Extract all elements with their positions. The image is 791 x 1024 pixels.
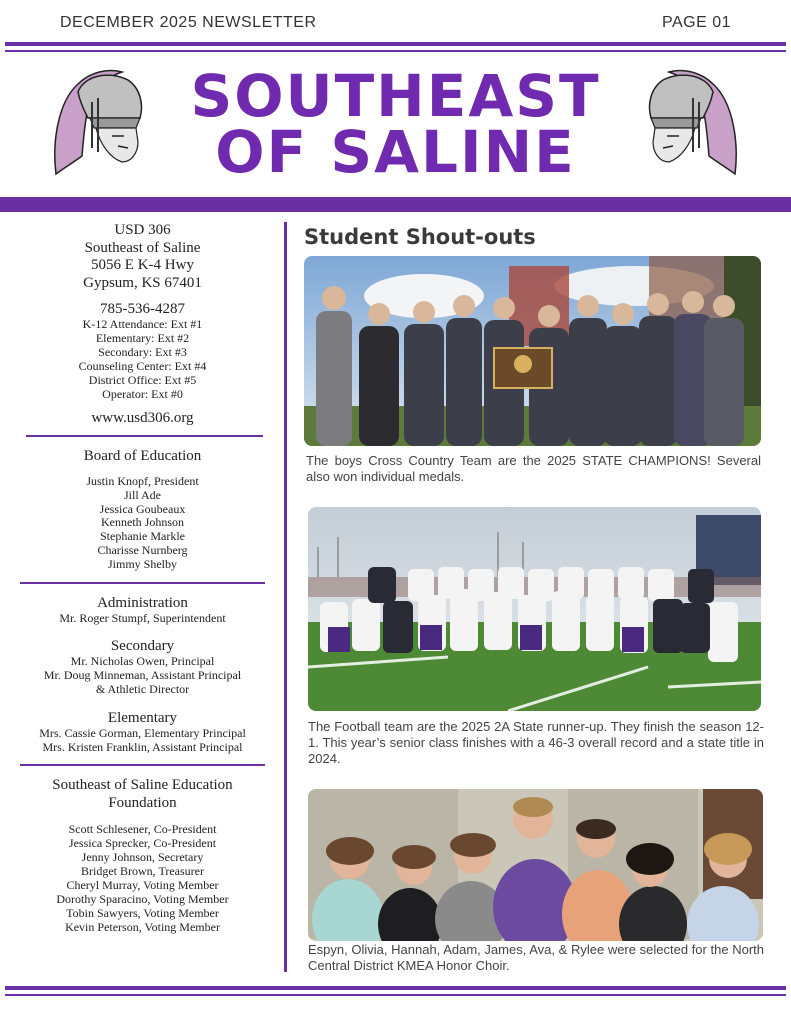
elementary-member: Mrs. Cassie Gorman, Elementary Principal bbox=[39, 725, 246, 740]
column-divider bbox=[284, 222, 287, 972]
foundation-member: Bridget Brown, Treasurer bbox=[81, 864, 204, 879]
website-link[interactable]: www.usd306.org bbox=[91, 410, 194, 426]
secondary-member: & Athletic Director bbox=[95, 681, 190, 696]
cross-country-team-photo bbox=[304, 256, 761, 446]
foundation-member: Tobin Sawyers, Voting Member bbox=[66, 906, 219, 921]
title-line-2: OF SALINE bbox=[215, 118, 576, 186]
foundation-member: Kevin Peterson, Voting Member bbox=[65, 920, 220, 935]
secondary-heading: Secondary bbox=[110, 638, 175, 655]
district-name: USD 306 bbox=[114, 222, 171, 238]
admin-heading: Administration bbox=[97, 594, 188, 611]
sidebar-divider bbox=[20, 764, 265, 766]
phone-number: 785-536-4287 bbox=[100, 301, 185, 317]
newsletter-date-label: DECEMBER 2025 NEWSLETTER bbox=[60, 14, 317, 31]
elementary-member: Mrs. Kristen Franklin, Assistant Principal bbox=[42, 739, 243, 754]
header-rule bbox=[5, 42, 786, 46]
footer-rule bbox=[5, 986, 786, 990]
header-rule-thin bbox=[5, 50, 786, 52]
foundation-heading-2: Foundation bbox=[108, 795, 177, 812]
foundation-member: Cheryl Murray, Voting Member bbox=[66, 878, 219, 893]
football-team-photo bbox=[308, 507, 761, 711]
board-member: Charisse Nurnberg bbox=[97, 542, 188, 557]
extension-item: Operator: Ext #0 bbox=[102, 387, 183, 401]
sidebar-divider bbox=[20, 582, 265, 584]
foundation-member: Jenny Johnson, Secretary bbox=[81, 850, 204, 865]
board-heading: Board of Education bbox=[83, 448, 202, 464]
foundation-member: Scott Schlesener, Co-President bbox=[68, 822, 217, 837]
city-address: Gypsum, KS 67401 bbox=[83, 274, 202, 291]
masthead-band bbox=[0, 197, 791, 212]
extension-item: Counseling Center: Ext #4 bbox=[78, 359, 207, 373]
extension-item: Secondary: Ext #3 bbox=[98, 345, 187, 359]
section-heading: Student Shout-outs bbox=[304, 225, 536, 249]
elementary-heading: Elementary bbox=[107, 709, 178, 726]
honor-choir-caption: Espyn, Olivia, Hannah, Adam, James, Ava, & Rylee were selected for the North Central District KMEA Honor Choir. bbox=[308, 942, 764, 973]
admin-member: Mr. Roger Stumpf, Superintendent bbox=[59, 610, 226, 625]
trojan-helmet-logo-icon-right bbox=[645, 62, 743, 180]
board-member: Stephanie Markle bbox=[100, 529, 185, 544]
foundation-member: Jessica Sprecker, Co-President bbox=[68, 836, 217, 851]
sidebar-divider bbox=[26, 435, 263, 437]
street-address: 5056 E K-4 Hwy bbox=[91, 257, 194, 273]
foundation-heading: Southeast of Saline Education bbox=[52, 777, 233, 794]
masthead bbox=[0, 58, 791, 193]
board-member: Kenneth Johnson bbox=[101, 515, 184, 530]
cross-country-caption: The boys Cross Country Team are the 2025 STATE CHAMPIONS! Several also won individual medals. bbox=[306, 453, 761, 484]
board-member: Jimmy Shelby bbox=[107, 556, 177, 571]
secondary-member: Mr. Nicholas Owen, Principal bbox=[70, 654, 215, 669]
footer-rule-thin bbox=[5, 994, 786, 996]
extension-item: District Office: Ext #5 bbox=[88, 373, 197, 387]
foundation-member: Dorothy Sparacino, Voting Member bbox=[56, 892, 229, 907]
title-line-1: SOUTHEAST bbox=[190, 62, 601, 130]
extension-item: Elementary: Ext #2 bbox=[95, 331, 190, 345]
extension-item: K-12 Attendance: Ext #1 bbox=[82, 317, 203, 331]
sidebar bbox=[20, 222, 265, 934]
board-member: Jill Ade bbox=[123, 487, 161, 502]
secondary-member: Mr. Doug Minneman, Assistant Principal bbox=[43, 668, 242, 683]
football-caption: The Football team are the 2025 2A State runner-up. They finish the season 12-1. This year’s senior class finishes with a 46-3 overall record and a state title in 2024. bbox=[308, 719, 764, 766]
school-name: Southeast of Saline bbox=[84, 239, 201, 256]
honor-choir-photo bbox=[308, 789, 763, 941]
page-number: PAGE 01 bbox=[661, 14, 731, 31]
board-member: Jessica Goubeaux bbox=[99, 501, 186, 516]
main-column bbox=[304, 222, 764, 249]
board-member: Justin Knopf, President bbox=[86, 474, 199, 488]
